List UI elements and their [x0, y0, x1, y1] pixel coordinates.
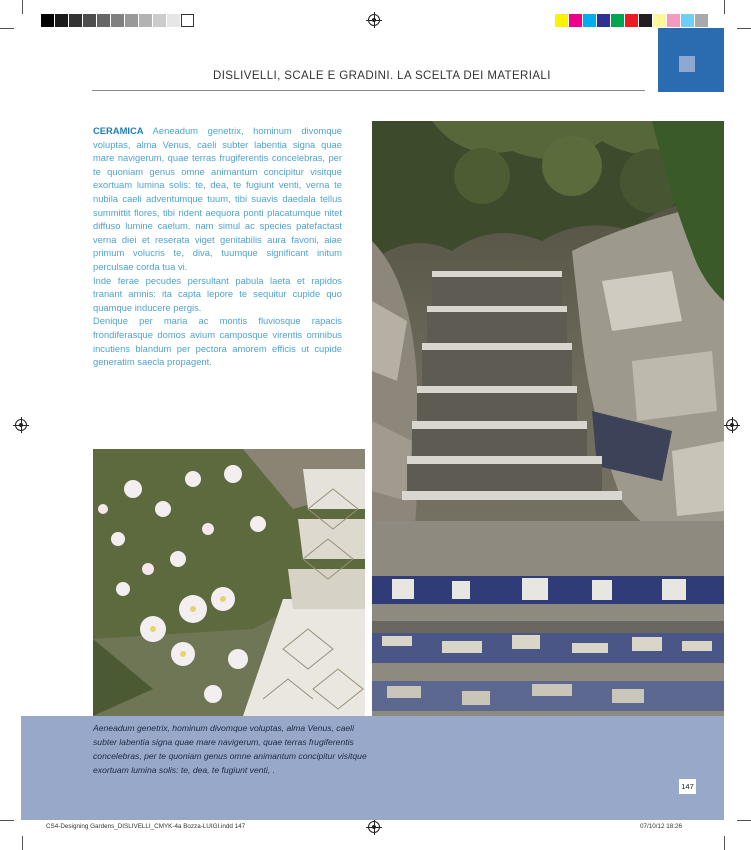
color-swatch [167, 14, 180, 27]
crop-mark [737, 28, 751, 29]
color-swatch [625, 14, 638, 27]
color-swatch [41, 14, 54, 27]
registration-mark-icon [368, 14, 380, 26]
color-swatch [681, 14, 694, 27]
color-swatch [667, 14, 680, 27]
crop-mark [724, 836, 725, 850]
stone-staircase-photo [372, 121, 724, 771]
crop-mark [22, 0, 23, 14]
color-swatch [583, 14, 596, 27]
paragraph: Inde ferae pecudes persultant pabula laeta et rapidos tranant amnis: ita capta lepore te sequitur cupide quo quamque inducere pergis. [93, 274, 342, 313]
file-slug: CS4-Designing Gardens_DISLIVELLI_CMYK-4a Bozza-LUIGI.indd 147 [46, 823, 246, 830]
registration-mark-icon [368, 821, 380, 833]
color-swatch [653, 14, 666, 27]
page-number: 147 [679, 779, 696, 794]
crop-mark [0, 820, 14, 821]
crop-mark [0, 28, 14, 29]
paragraph [93, 124, 342, 274]
paragraph-text: Aeneadum genetrix, hominum divomque voluptas, alma Venus, caeli subter labentia signa quae mare navigerum, quae terras frugiferentis concelebras, per te quoniam genus omne animantum concipitur visitque exortuam lumina solis: te, dea, te fugiunt venti, verna te nubila caeli adventumque tuum, tibi suavis daedala tellus summittit flores, tibi rident aequora ponti placatumque nitet diffuso lumine caelum. nam simul ac species patefactast verna diei et reserata viget genitabilis aura favoni, aiae primum volucris te, diva, tuumque significant initum perculsae corda tua vi. [93, 125, 343, 272]
color-swatch [125, 14, 138, 27]
color-swatch [181, 14, 194, 27]
color-swatch [569, 14, 582, 27]
color-swatch [139, 14, 152, 27]
color-swatch [55, 14, 68, 27]
running-header: DISLIVELLI, SCALE E GRADINI. LA SCELTA DEI MATERIALI [213, 70, 551, 82]
header-rule [92, 90, 645, 91]
color-swatch [597, 14, 610, 27]
section-tab [658, 28, 724, 92]
color-swatch [555, 14, 568, 27]
color-swatch [83, 14, 96, 27]
color-swatch [111, 14, 124, 27]
registration-mark-icon [15, 419, 27, 431]
crop-mark [724, 0, 725, 14]
section-tab-square [679, 56, 695, 72]
crop-mark [22, 836, 23, 850]
body-text [93, 124, 342, 369]
color-swatch [639, 14, 652, 27]
color-swatch [97, 14, 110, 27]
section-keyword: CERAMICA [93, 125, 144, 136]
color-swatch [69, 14, 82, 27]
photo-caption: Aeneadum genetrix, hominum divomque voluptas, alma Venus, caeli subter labentia signa quae mare navigerum, quae terras frugiferentis concelebras, per te quoniam genus omne animantum concipitur visitque exortuam lumina solis: te, dea, te fugiunt venti, . [93, 723, 367, 775]
color-swatch [611, 14, 624, 27]
color-swatch [695, 14, 708, 27]
print-timestamp: 07/10/12 18:26 [640, 823, 683, 830]
color-swatch [153, 14, 166, 27]
paragraph: Denique per maria ac montis fluviosque rapacis frondiferasque domos avium camposque virentis omnibus incutiens blandum per pectora amorem efficis ut cupide generatim saecla propagent. [93, 315, 342, 368]
crop-mark [737, 820, 751, 821]
registration-mark-icon [726, 419, 738, 431]
flowers-tiled-steps-photo [93, 449, 365, 716]
